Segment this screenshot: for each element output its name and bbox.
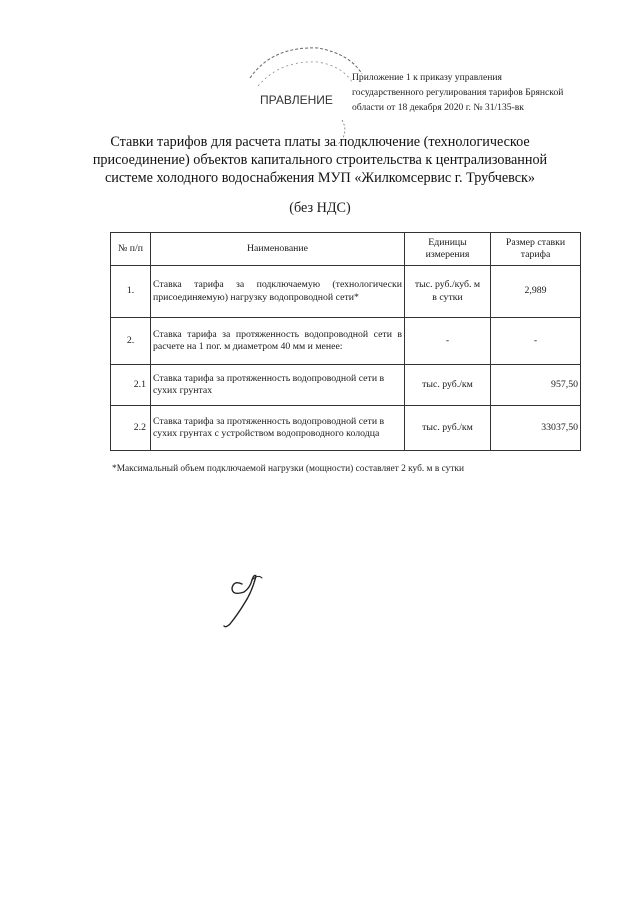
handwritten-signature <box>212 570 272 630</box>
stamp-text: ПРАВЛЕНИЕ <box>260 93 333 107</box>
row-name: Ставка тарифа за протяженность водопроводной сети в сухих грунтах <box>151 365 405 406</box>
annex-line-3: области от 18 декабря 2020 г. № 31/135-вк <box>352 102 524 113</box>
row-num: 2. <box>111 318 151 365</box>
title-line-3: системе холодного водоснабжения МУП «Жилкомсервис г. Трубчевск» <box>104 170 536 186</box>
header-unit-line-1: Единицы <box>428 236 467 248</box>
row-rate: - <box>491 318 581 365</box>
header-rate-line-2: тарифа <box>520 249 551 260</box>
annex-line-2: государственного регулирования тарифов Брянской <box>352 87 564 98</box>
vat-note: (без НДС) <box>289 200 351 216</box>
row-rate: 957,50 <box>491 365 581 406</box>
row-rate: 33037,50 <box>491 406 581 451</box>
header-rate-line-1: Размер ставки <box>505 236 566 248</box>
title-line-1: Ставки тарифов для расчета платы за подключение (технологическое <box>110 134 530 150</box>
row-num: 2.1 <box>111 365 151 406</box>
row-rate: 2,989 <box>491 266 581 318</box>
tariff-table <box>110 232 581 451</box>
row-unit: тыс. руб./км <box>405 406 491 451</box>
annex-note <box>352 70 612 115</box>
header-num: № п/п <box>111 233 151 266</box>
row-unit <box>405 266 491 318</box>
row-unit: тыс. руб./км <box>405 365 491 406</box>
table-row <box>111 266 581 318</box>
header-unit <box>405 233 491 266</box>
table-row <box>111 318 581 365</box>
row-unit-line-1: тыс. руб./куб. м <box>414 279 481 290</box>
row-name: Ставка тарифа за подключаемую (технологически присоединяемую) нагрузку водопроводной сети* <box>151 266 405 318</box>
table-footnote: *Максимальный объем подключаемой нагрузки (мощности) составляет 2 куб. м в сутки <box>112 464 464 474</box>
table-row <box>111 365 581 406</box>
header-rate <box>491 233 581 266</box>
row-num: 1. <box>111 266 151 318</box>
annex-line-1: Приложение 1 к приказу управления <box>352 72 502 83</box>
row-unit: - <box>405 318 491 365</box>
row-name: Ставка тарифа за протяженность водопроводной сети в сухих грунтах с устройством водопроводного колодца <box>151 406 405 451</box>
header-name: Наименование <box>151 233 405 266</box>
title-line-2: присоединение) объектов капитального строительства к централизованной <box>92 152 548 168</box>
table-header-row <box>111 233 581 266</box>
row-name: Ставка тарифа за протяженность водопроводной сети в расчете на 1 пог. м диаметром 40 мм и менее: <box>151 318 405 365</box>
table-row <box>111 406 581 451</box>
row-num: 2.2 <box>111 406 151 451</box>
row-unit-line-2: в сутки <box>432 291 463 303</box>
document-title <box>70 133 570 187</box>
header-unit-line-2: измерения <box>425 249 470 260</box>
